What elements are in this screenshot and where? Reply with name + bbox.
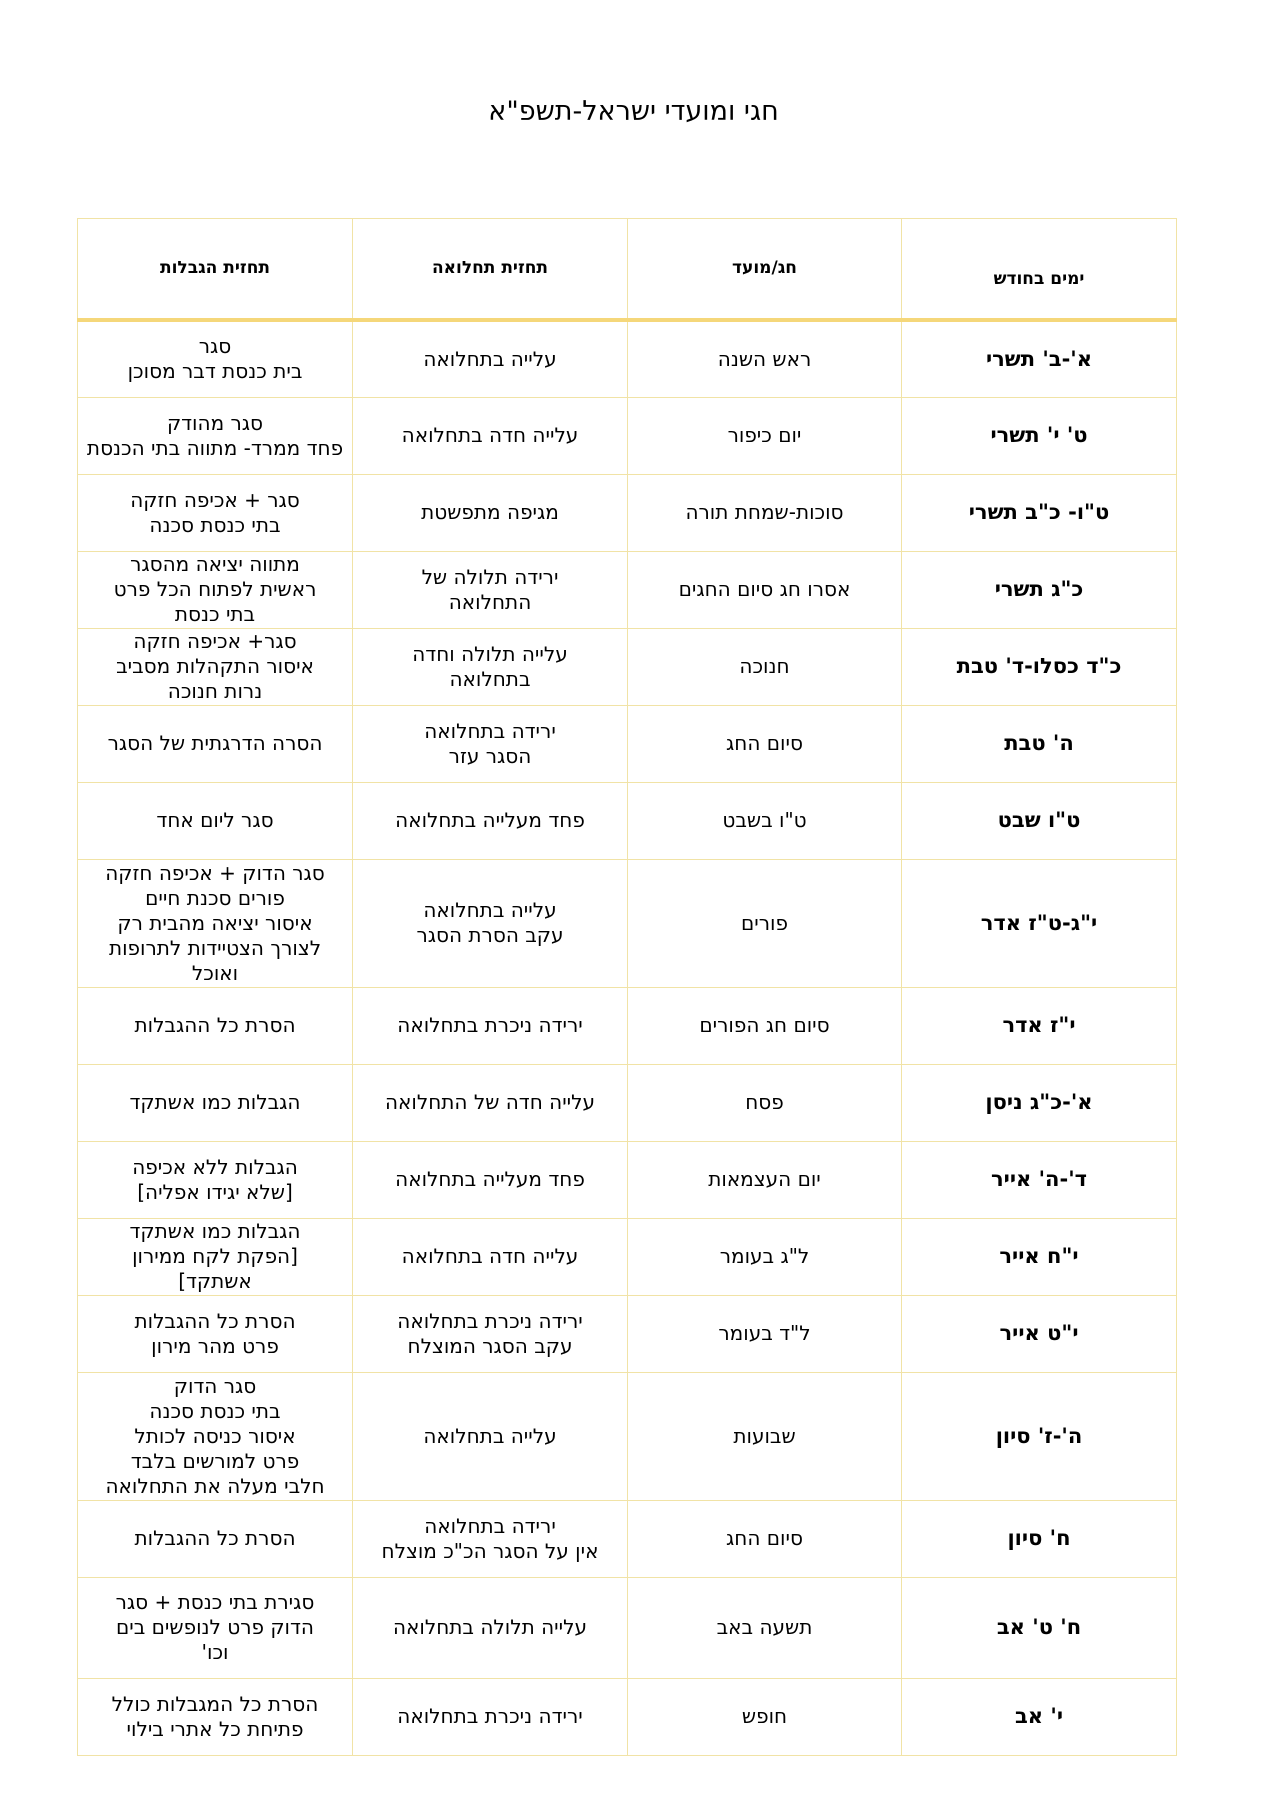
cell-days: י"ז אדר — [902, 987, 1177, 1064]
cell-holiday: פורים — [628, 859, 902, 987]
cell-holiday: אסרו חג סיום החגים — [628, 551, 902, 628]
table-row — [78, 397, 1177, 474]
cell-forecast-disease: עלייה חדה בתחלואה — [353, 1218, 628, 1295]
cell-forecast-disease: פחד מעלייה בתחלואה — [353, 1141, 628, 1218]
page-title: חגי ומועדי ישראל-תשפ"א — [488, 96, 779, 127]
cell-holiday: חופש — [628, 1678, 902, 1755]
table-row — [78, 628, 1177, 705]
cell-forecast-restrictions: סגר + אכיפה חזקה בתי כנסת סכנה — [78, 474, 353, 551]
table-row — [78, 474, 1177, 551]
table-row — [78, 551, 1177, 628]
table-row — [78, 987, 1177, 1064]
cell-holiday: חנוכה — [628, 628, 902, 705]
cell-holiday: פסח — [628, 1064, 902, 1141]
cell-forecast-restrictions: סגר+ אכיפה חזקה איסור התקהלות מסביב נרות חנוכה — [78, 628, 353, 705]
cell-holiday: סיום חג הפורים — [628, 987, 902, 1064]
table-row — [78, 782, 1177, 859]
cell-days: כ"ד כסלו-ד' טבת — [902, 628, 1177, 705]
header-forecast-restrictions: תחזית הגבלות — [78, 219, 353, 321]
cell-forecast-disease: עלייה בתחלואה — [353, 320, 628, 397]
table-row — [78, 1064, 1177, 1141]
cell-forecast-restrictions: הסרה הדרגתית של הסגר — [78, 705, 353, 782]
cell-forecast-disease: מגיפה מתפשטת — [353, 474, 628, 551]
cell-forecast-restrictions: הסרת כל המגבלות כולל פתיחת כל אתרי בילוי — [78, 1678, 353, 1755]
cell-forecast-disease: עלייה חדה של התחלואה — [353, 1064, 628, 1141]
cell-holiday: תשעה באב — [628, 1577, 902, 1678]
cell-days: כ"ג תשרי — [902, 551, 1177, 628]
table-row — [78, 1295, 1177, 1372]
cell-holiday: ראש השנה — [628, 320, 902, 397]
table-row — [78, 1141, 1177, 1218]
cell-forecast-restrictions: הגבלות כמו אשתקד [הפקת לקח ממירון אשתקד] — [78, 1218, 353, 1295]
header-days: ימים בחודש — [902, 219, 1177, 321]
cell-days: י"ח אייר — [902, 1218, 1177, 1295]
cell-forecast-restrictions: הסרת כל ההגבלות — [78, 987, 353, 1064]
cell-forecast-restrictions: סגר בית כנסת דבר מסוכן — [78, 320, 353, 397]
table-header-row — [78, 219, 1177, 321]
header-holiday: חג/מועד — [628, 219, 902, 321]
cell-holiday: ל"ד בעומר — [628, 1295, 902, 1372]
cell-forecast-disease: עלייה תלולה וחדה בתחלואה — [353, 628, 628, 705]
cell-holiday: שבועות — [628, 1372, 902, 1500]
table-row — [78, 1577, 1177, 1678]
cell-forecast-disease: פחד מעלייה בתחלואה — [353, 782, 628, 859]
cell-holiday: ט"ו בשבט — [628, 782, 902, 859]
cell-forecast-disease: ירידה בתחלואה אין על הסגר הכ"כ מוצלח — [353, 1500, 628, 1577]
cell-forecast-restrictions: הגבלות כמו אשתקד — [78, 1064, 353, 1141]
cell-forecast-restrictions: סגר הדוק בתי כנסת סכנה איסור כניסה לכותל פרט למורשים בלבד חלבי מעלה את התחלואה — [78, 1372, 353, 1500]
cell-days: ט"ו שבט — [902, 782, 1177, 859]
cell-forecast-restrictions: סגירת בתי כנסת + סגר הדוק פרט לנופשים בים וכו' — [78, 1577, 353, 1678]
holidays-forecast-table — [77, 218, 1177, 1756]
cell-forecast-disease: ירידה ניכרת בתחלואה עקב הסגר המוצלח — [353, 1295, 628, 1372]
cell-days: א'-ב' תשרי — [902, 320, 1177, 397]
cell-days: ח' סיון — [902, 1500, 1177, 1577]
cell-days: י"ג-ט"ז אדר — [902, 859, 1177, 987]
cell-holiday: סיום החג — [628, 1500, 902, 1577]
cell-days: י"ט אייר — [902, 1295, 1177, 1372]
cell-forecast-disease: עלייה בתחלואה — [353, 1372, 628, 1500]
cell-days: ח' ט' אב — [902, 1577, 1177, 1678]
header-forecast-disease: תחזית תחלואה — [353, 219, 628, 321]
cell-holiday: יום כיפור — [628, 397, 902, 474]
cell-forecast-disease: ירידה תלולה של התחלואה — [353, 551, 628, 628]
cell-days: ט"ו- כ"ב תשרי — [902, 474, 1177, 551]
cell-days: א'-כ"ג ניסן — [902, 1064, 1177, 1141]
cell-forecast-disease: עלייה תלולה בתחלואה — [353, 1577, 628, 1678]
cell-forecast-restrictions: מתווה יציאה מהסגר ראשית לפתוח הכל פרט בתי כנסת — [78, 551, 353, 628]
cell-forecast-disease: ירידה בתחלואה הסגר עזר — [353, 705, 628, 782]
cell-forecast-disease: ירידה ניכרת בתחלואה — [353, 987, 628, 1064]
table-row — [78, 1678, 1177, 1755]
table-row — [78, 1372, 1177, 1500]
table-row — [78, 1500, 1177, 1577]
cell-forecast-disease: עלייה חדה בתחלואה — [353, 397, 628, 474]
cell-forecast-disease: עלייה בתחלואה עקב הסרת הסגר — [353, 859, 628, 987]
cell-holiday: יום העצמאות — [628, 1141, 902, 1218]
cell-forecast-restrictions: הגבלות ללא אכיפה [שלא יגידו אפליה] — [78, 1141, 353, 1218]
cell-holiday: סיום החג — [628, 705, 902, 782]
cell-days: ה'-ז' סיון — [902, 1372, 1177, 1500]
table-row — [78, 1218, 1177, 1295]
cell-forecast-restrictions: סגר הדוק + אכיפה חזקה פורים סכנת חיים איסור יציאה מהבית רק לצורך הצטיידות לתרופות ואוכל — [78, 859, 353, 987]
table-body — [78, 320, 1177, 1755]
cell-days: ד'-ה' אייר — [902, 1141, 1177, 1218]
cell-forecast-disease: ירידה ניכרת בתחלואה — [353, 1678, 628, 1755]
cell-forecast-restrictions: סגר ליום אחד — [78, 782, 353, 859]
cell-forecast-restrictions: הסרת כל ההגבלות פרט מהר מירון — [78, 1295, 353, 1372]
cell-days: י' אב — [902, 1678, 1177, 1755]
cell-days: ה' טבת — [902, 705, 1177, 782]
table-row — [78, 705, 1177, 782]
cell-holiday: ל"ג בעומר — [628, 1218, 902, 1295]
cell-forecast-restrictions: סגר מהודק פחד ממרד- מתווה בתי הכנסת — [78, 397, 353, 474]
cell-days: ט' י' תשרי — [902, 397, 1177, 474]
cell-holiday: סוכות-שמחת תורה — [628, 474, 902, 551]
cell-forecast-restrictions: הסרת כל ההגבלות — [78, 1500, 353, 1577]
table-row — [78, 859, 1177, 987]
table-row — [78, 320, 1177, 397]
